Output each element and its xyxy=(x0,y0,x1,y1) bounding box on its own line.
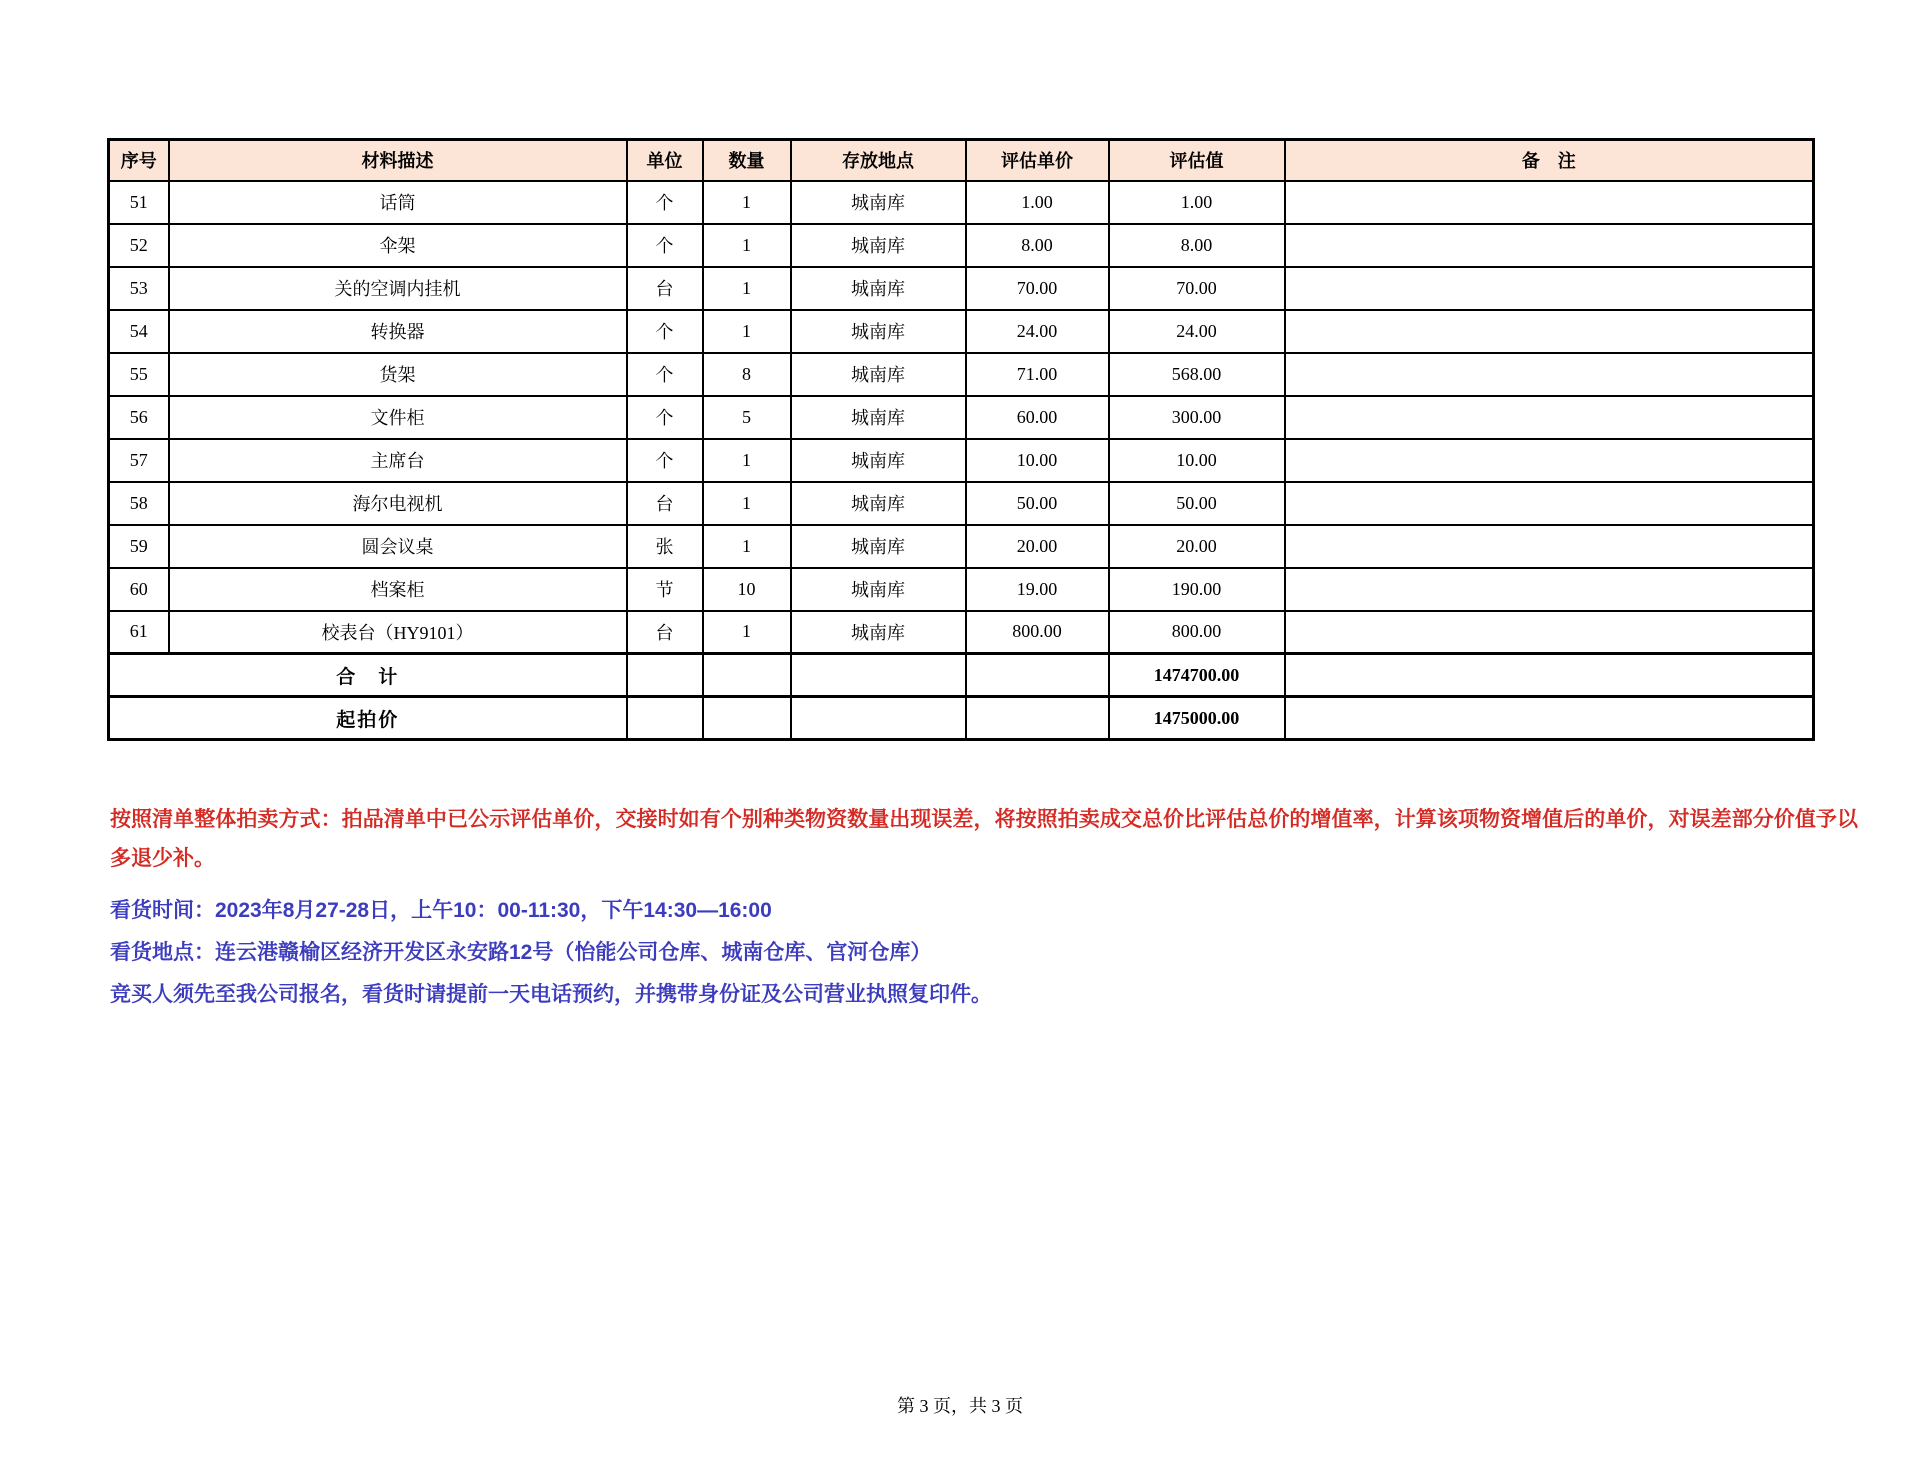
cell-unit-price: 20.00 xyxy=(966,525,1109,568)
cell-assessed-value: 300.00 xyxy=(1109,396,1285,439)
cell-unit-price: 800.00 xyxy=(966,611,1109,654)
table-row xyxy=(109,353,1814,396)
total-row xyxy=(109,654,1814,697)
cell-unit-price: 8.00 xyxy=(966,224,1109,267)
cell-location: 城南库 xyxy=(791,267,966,310)
total-remarks-cell xyxy=(1285,654,1814,697)
cell-assessed-value: 190.00 xyxy=(1109,568,1285,611)
cell-assessed-value: 50.00 xyxy=(1109,482,1285,525)
cell-unit: 个 xyxy=(627,181,703,224)
table-row xyxy=(109,181,1814,224)
cell-no: 57 xyxy=(109,439,169,482)
cell-quantity: 1 xyxy=(703,482,791,525)
table-row xyxy=(109,482,1814,525)
cell-unit: 个 xyxy=(627,353,703,396)
cell-description: 档案柜 xyxy=(169,568,627,611)
cell-unit: 个 xyxy=(627,224,703,267)
start-remarks-cell xyxy=(1285,697,1814,740)
cell-assessed-value: 8.00 xyxy=(1109,224,1285,267)
header-description: 材料描述 xyxy=(169,140,627,181)
cell-quantity: 1 xyxy=(703,525,791,568)
cell-unit-price: 50.00 xyxy=(966,482,1109,525)
cell-no: 61 xyxy=(109,611,169,654)
total-label: 合 计 xyxy=(109,654,627,697)
total-unit-price-cell xyxy=(966,654,1109,697)
cell-unit: 张 xyxy=(627,525,703,568)
cell-description: 海尔电视机 xyxy=(169,482,627,525)
total-location-cell xyxy=(791,654,966,697)
table-row xyxy=(109,396,1814,439)
start-qty-cell xyxy=(703,697,791,740)
cell-description: 货架 xyxy=(169,353,627,396)
total-qty-cell xyxy=(703,654,791,697)
cell-description: 主席台 xyxy=(169,439,627,482)
table-row xyxy=(109,439,1814,482)
cell-quantity: 1 xyxy=(703,181,791,224)
cell-remarks xyxy=(1285,439,1814,482)
cell-assessed-value: 20.00 xyxy=(1109,525,1285,568)
cell-assessed-value: 1.00 xyxy=(1109,181,1285,224)
cell-unit: 个 xyxy=(627,310,703,353)
table-row xyxy=(109,568,1814,611)
cell-location: 城南库 xyxy=(791,525,966,568)
cell-remarks xyxy=(1285,267,1814,310)
header-quantity: 数量 xyxy=(703,140,791,181)
cell-remarks xyxy=(1285,482,1814,525)
cell-location: 城南库 xyxy=(791,482,966,525)
cell-unit-price: 1.00 xyxy=(966,181,1109,224)
cell-no: 56 xyxy=(109,396,169,439)
start-unit-price-cell xyxy=(966,697,1109,740)
cell-location: 城南库 xyxy=(791,181,966,224)
header-no: 序号 xyxy=(109,140,169,181)
cell-assessed-value: 70.00 xyxy=(1109,267,1285,310)
start-location-cell xyxy=(791,697,966,740)
cell-location: 城南库 xyxy=(791,353,966,396)
header-assessed-value: 评估值 xyxy=(1109,140,1285,181)
cell-quantity: 8 xyxy=(703,353,791,396)
cell-remarks xyxy=(1285,568,1814,611)
cell-no: 54 xyxy=(109,310,169,353)
cell-no: 52 xyxy=(109,224,169,267)
cell-unit-price: 19.00 xyxy=(966,568,1109,611)
cell-remarks xyxy=(1285,181,1814,224)
viewing-time-note: 看货时间：2023年8月27-28日，上午10：00-11:30，下午14:30—16:00 xyxy=(110,899,772,922)
cell-unit-price: 70.00 xyxy=(966,267,1109,310)
cell-remarks xyxy=(1285,611,1814,654)
cell-no: 59 xyxy=(109,525,169,568)
auction-terms-note: 按照清单整体拍卖方式：拍品清单中已公示评估单价，交接时如有个别种类物资数量出现误差，将按照拍卖成交总价比评估总价的增值率，计算该项物资增值后的单价，对误差部分价值予以多退少补。 xyxy=(110,808,1858,870)
cell-assessed-value: 568.00 xyxy=(1109,353,1285,396)
cell-location: 城南库 xyxy=(791,568,966,611)
cell-description: 话筒 xyxy=(169,181,627,224)
cell-quantity: 1 xyxy=(703,310,791,353)
cell-remarks xyxy=(1285,525,1814,568)
cell-no: 58 xyxy=(109,482,169,525)
inventory-table xyxy=(107,138,1812,741)
cell-description: 伞架 xyxy=(169,224,627,267)
cell-description: 转换器 xyxy=(169,310,627,353)
header-unit: 单位 xyxy=(627,140,703,181)
cell-quantity: 5 xyxy=(703,396,791,439)
header-remarks: 备 注 xyxy=(1285,140,1814,181)
cell-unit-price: 24.00 xyxy=(966,310,1109,353)
cell-description: 圆会议桌 xyxy=(169,525,627,568)
cell-remarks xyxy=(1285,353,1814,396)
cell-quantity: 1 xyxy=(703,611,791,654)
bidder-notice-note: 竞买人须先至我公司报名，看货时请提前一天电话预约，并携带身份证及公司营业执照复印件。 xyxy=(110,983,992,1006)
table-row xyxy=(109,525,1814,568)
cell-no: 51 xyxy=(109,181,169,224)
cell-unit: 节 xyxy=(627,568,703,611)
cell-no: 53 xyxy=(109,267,169,310)
total-value: 1474700.00 xyxy=(1109,654,1285,697)
cell-remarks xyxy=(1285,396,1814,439)
cell-assessed-value: 10.00 xyxy=(1109,439,1285,482)
cell-assessed-value: 24.00 xyxy=(1109,310,1285,353)
table-row xyxy=(109,310,1814,353)
cell-unit: 个 xyxy=(627,439,703,482)
header-unit-price: 评估单价 xyxy=(966,140,1109,181)
cell-unit: 台 xyxy=(627,611,703,654)
page-number: 第 3 页，共 3 页 xyxy=(897,1396,1023,1416)
starting-price-label: 起拍价 xyxy=(109,697,627,740)
header-location: 存放地点 xyxy=(791,140,966,181)
cell-description: 校表台（HY9101） xyxy=(169,611,627,654)
table-row xyxy=(109,611,1814,654)
cell-quantity: 10 xyxy=(703,568,791,611)
cell-no: 60 xyxy=(109,568,169,611)
cell-remarks xyxy=(1285,224,1814,267)
cell-location: 城南库 xyxy=(791,396,966,439)
cell-unit-price: 60.00 xyxy=(966,396,1109,439)
cell-unit: 台 xyxy=(627,482,703,525)
starting-price-value: 1475000.00 xyxy=(1109,697,1285,740)
cell-quantity: 1 xyxy=(703,267,791,310)
cell-description: 文件柜 xyxy=(169,396,627,439)
start-unit-cell xyxy=(627,697,703,740)
cell-unit-price: 71.00 xyxy=(966,353,1109,396)
cell-assessed-value: 800.00 xyxy=(1109,611,1285,654)
table-header-row xyxy=(109,140,1814,181)
starting-price-row xyxy=(109,697,1814,740)
cell-unit-price: 10.00 xyxy=(966,439,1109,482)
cell-unit: 个 xyxy=(627,396,703,439)
cell-remarks xyxy=(1285,310,1814,353)
table-row xyxy=(109,267,1814,310)
cell-quantity: 1 xyxy=(703,439,791,482)
cell-location: 城南库 xyxy=(791,310,966,353)
cell-location: 城南库 xyxy=(791,611,966,654)
cell-description: 关的空调内挂机 xyxy=(169,267,627,310)
viewing-place-note: 看货地点：连云港赣榆区经济开发区永安路12号（怡能公司仓库、城南仓库、官河仓库） xyxy=(110,941,932,964)
cell-quantity: 1 xyxy=(703,224,791,267)
cell-unit: 台 xyxy=(627,267,703,310)
total-unit-cell xyxy=(627,654,703,697)
table-row xyxy=(109,224,1814,267)
cell-location: 城南库 xyxy=(791,439,966,482)
cell-location: 城南库 xyxy=(791,224,966,267)
cell-no: 55 xyxy=(109,353,169,396)
